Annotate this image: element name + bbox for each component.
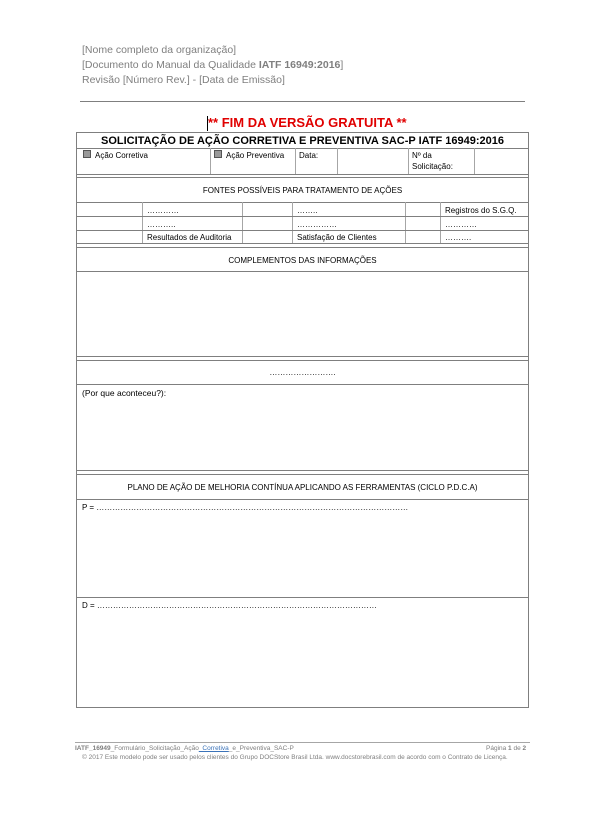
footer-file-standard: IATF_16949: [75, 745, 111, 752]
org-name: [Nome completo da organização]: [82, 44, 237, 56]
doc-prefix: [Documento do Manual da Qualidade: [82, 59, 259, 71]
free-version-banner: ** FIM DA VERSÃO GRATUITA **: [208, 115, 407, 130]
corrective-checkbox[interactable]: [83, 150, 91, 158]
cell-divider: [242, 202, 243, 243]
row-divider: [77, 230, 528, 231]
footer-file-name: _Formulário_Solicitação_Ação: [110, 745, 199, 752]
row-divider: [77, 470, 528, 471]
row-divider: [77, 597, 528, 598]
row-divider: [77, 216, 528, 217]
sources-heading: FONTES POSSÍVEIS PARA TRATAMENTO DE AÇÕES: [202, 186, 403, 195]
footer-file-underlined: _Corretiva: [198, 745, 229, 752]
form-title: SOLICITAÇÃO DE AÇÃO CORRETIVA E PREVENTIVA SAC-P IATF 16949:2016: [101, 135, 504, 147]
doc-suffix: ]: [340, 59, 344, 71]
row-divider: [77, 356, 528, 357]
row-divider: [77, 360, 528, 361]
plan-line: P = ………………………………………………………………………………………………………: [82, 503, 409, 512]
cell-divider: [142, 202, 143, 243]
cell-divider: [474, 148, 475, 174]
footer-divider: [75, 742, 530, 743]
cell-divider: [295, 148, 296, 174]
row-divider: [77, 202, 528, 203]
page-total: 2: [522, 745, 527, 752]
pdca-heading: PLANO DE AÇÃO DE MELHORIA CONTÍNUA APLICANDO AS FERRAMENTAS (CICLO P.D.C.A): [127, 483, 478, 492]
cause-heading: …………………….: [269, 368, 336, 377]
row-divider: [77, 499, 528, 500]
cell-divider: [292, 202, 293, 243]
why-label: (Por que aconteceu?):: [82, 388, 167, 398]
row-divider: [77, 247, 528, 248]
source-cell: Resultados de Auditoria: [147, 233, 232, 242]
row-divider: [77, 177, 528, 178]
complements-heading: COMPLEMENTOS DAS INFORMAÇÕES: [228, 256, 377, 265]
source-cell: ……………: [297, 220, 337, 229]
source-cell: …………: [147, 206, 179, 215]
source-cell: ……….: [445, 233, 472, 242]
document-reference: [82, 59, 343, 71]
page-current: 1: [508, 745, 512, 752]
preventive-checkbox[interactable]: [214, 150, 222, 158]
page-word: Página: [486, 745, 509, 752]
preventive-label: Ação Preventiva: [226, 151, 285, 160]
request-number-label-1: Nº da: [412, 151, 432, 160]
doc-standard: IATF 16949:2016: [258, 59, 341, 71]
source-cell: ………..: [147, 220, 176, 229]
title-divider: [77, 148, 528, 149]
row-divider: [77, 384, 528, 385]
request-number-label-2: Solicitação:: [412, 162, 453, 171]
do-line: D = ……………………………………………………………………………………………: [82, 601, 377, 610]
row-divider: [77, 271, 528, 272]
footer-copyright: © 2017 Este modelo pode ser usado pelos clientes do Grupo DOCStore Brasil Ltda. www.docstorebrasil.com de acordo com o Contrato de Licença.: [82, 754, 508, 761]
cell-divider: [408, 148, 409, 174]
header-divider: [80, 101, 525, 102]
cell-divider: [440, 202, 441, 243]
footer-filename: [75, 745, 294, 752]
cell-divider: [210, 148, 211, 174]
row-divider: [77, 174, 528, 175]
source-cell: Registros do S.G.Q.: [445, 206, 517, 215]
row-divider: [77, 474, 528, 475]
page-of: de: [511, 745, 523, 752]
footer-file-suffix: _e_Preventiva_SAC-P: [228, 745, 294, 752]
corrective-label: Ação Corretiva: [95, 151, 148, 160]
revision-line: Revisão [Número Rev.] - [Data de Emissão]: [82, 74, 285, 86]
source-cell: ……..: [297, 206, 318, 215]
cell-divider: [405, 202, 406, 243]
source-cell: …………: [445, 220, 477, 229]
date-label: Data:: [299, 151, 319, 160]
footer-page-number: [486, 745, 526, 752]
source-cell: Satisfação de Clientes: [297, 233, 377, 242]
row-divider: [77, 243, 528, 244]
form-frame: [76, 132, 529, 708]
cell-divider: [337, 148, 338, 174]
